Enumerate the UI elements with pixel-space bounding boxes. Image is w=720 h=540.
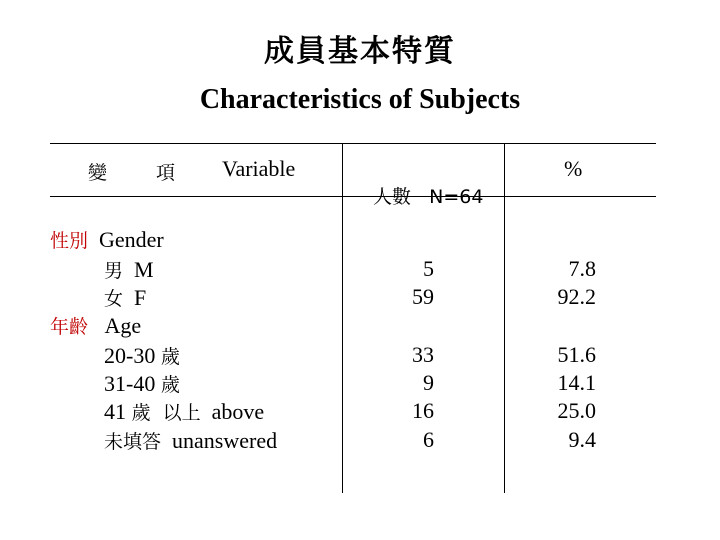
header-variable-zh-2: 項 <box>156 162 176 184</box>
age4-zh-label: 未填答 <box>104 431 162 453</box>
age1-unit: 歲 <box>160 346 180 368</box>
row-age-20-30 <box>104 342 180 369</box>
count-male: 5 <box>423 256 434 281</box>
percent-female: 92.2 <box>557 284 596 309</box>
percent-age-31-40: 14.1 <box>557 370 596 395</box>
page-title-english: Characteristics of Subjects <box>199 84 521 115</box>
percent-age-20-30: 51.6 <box>557 342 596 367</box>
gender-en-label: Gender <box>99 227 164 252</box>
male-en-label: M <box>134 257 154 282</box>
count-female: 59 <box>412 284 434 309</box>
age3-range: 41 <box>104 399 126 424</box>
count-unanswered: 6 <box>423 427 434 452</box>
age3-unit: 歲 以上 <box>131 402 201 424</box>
count-age-20-30: 33 <box>412 342 434 367</box>
age4-en-label: unanswered <box>172 428 278 453</box>
age2-unit: 歲 <box>160 374 180 396</box>
count-age-41-above: 16 <box>412 398 434 423</box>
header-count-text: 人數 N=64 <box>373 186 484 208</box>
age1-range: 20-30 <box>104 343 156 368</box>
row-age-41-above <box>104 398 264 425</box>
table-top-rule <box>50 143 656 144</box>
percent-age-41-above: 25.0 <box>557 398 596 423</box>
header-percent: % <box>564 156 583 181</box>
header-variable-en: Variable <box>222 156 296 181</box>
row-unanswered <box>104 427 277 454</box>
header-count <box>362 156 483 209</box>
gender-zh-label: 性別 <box>50 230 89 252</box>
column-divider-1 <box>342 143 343 493</box>
age-en-label: Age <box>104 313 142 338</box>
row-male <box>104 256 154 283</box>
male-zh-label: 男 <box>104 260 124 282</box>
count-age-31-40: 9 <box>423 370 434 395</box>
percent-unanswered: 9.4 <box>568 427 596 452</box>
percent-male: 7.8 <box>568 256 596 281</box>
table-header-rule <box>50 196 656 197</box>
female-en-label: F <box>134 285 147 310</box>
age2-range: 31-40 <box>104 371 156 396</box>
page-title-chinese: 成員基本特質 <box>264 34 456 69</box>
female-zh-label: 女 <box>104 288 124 310</box>
column-divider-2 <box>504 143 505 493</box>
row-gender <box>50 226 164 253</box>
header-variable-zh-1: 變 <box>88 162 108 184</box>
row-female <box>104 284 146 311</box>
row-age <box>50 312 141 339</box>
age3-en-label: above <box>211 399 265 424</box>
age-zh-label: 年齡 <box>50 316 89 338</box>
row-age-31-40 <box>104 370 180 397</box>
